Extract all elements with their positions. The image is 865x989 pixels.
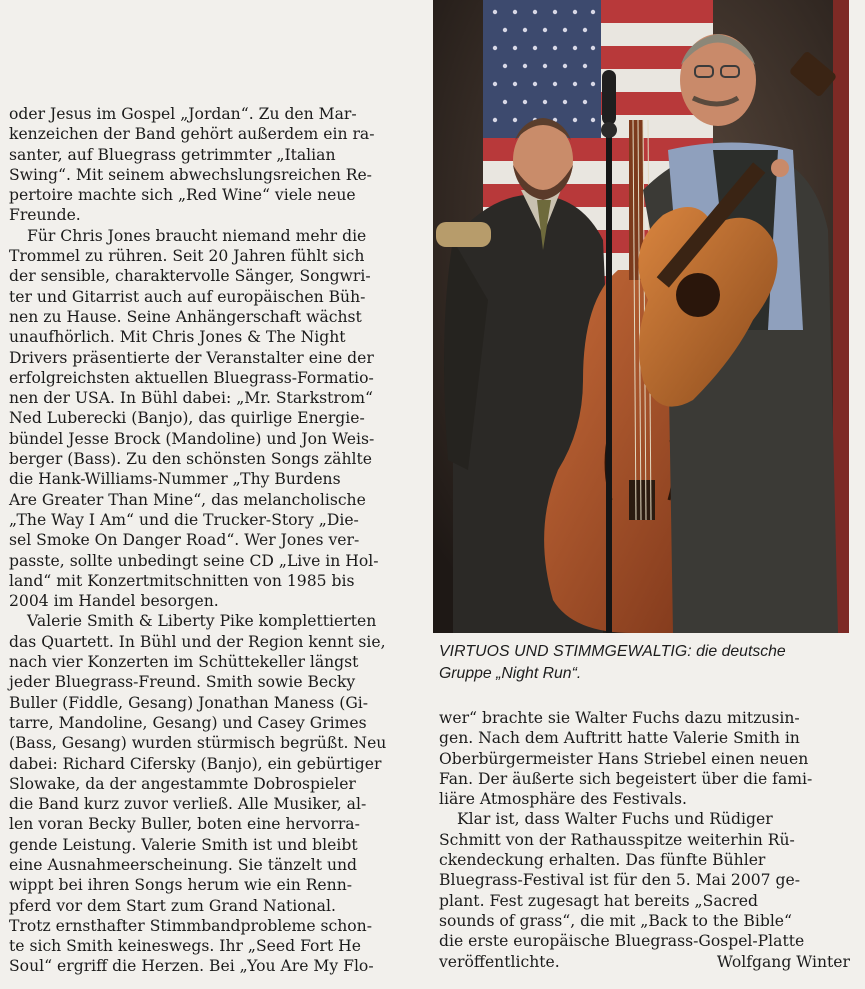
caption-text: die deutsche [691,643,786,660]
text-line: te sich Smith keineswegs. Ihr „Seed Fort He [9,937,361,956]
text-line: die erste europäische Bluegrass-Gospel-Platte [439,932,805,951]
text-line: wer“ brachte sie Walter Fuchs dazu mitzusin- [439,709,800,727]
text-line: len voran Becky Buller, boten eine hervorra- [9,815,360,834]
text-line: Fan. Der äußerte sich begeistert über die fami- [439,769,813,788]
text-line: ckendeckung erhalten. Das fünfte Bühler [439,851,766,870]
text-line: Drivers präsentierte der Veranstalter eine der [9,348,374,367]
text-line: pertoire machte sich „Red Wine“ viele neue [9,186,356,205]
article-right-column [439,708,850,972]
text-line: Trotz ernsthafter Stimmbandprobleme schon- [9,916,372,935]
text-line: kenzeichen der Band gehört außerdem ein ra- [9,125,375,144]
text-line: berger (Bass). Zu den schönsten Songs zählte [9,450,372,469]
text-line: Bluegrass-Festival ist für den 5. Mai 2007 ge- [439,871,801,890]
text-line: Trommel zu rühren. Seit 20 Jahren fühlt sich [9,247,365,266]
text-line: nen zu Hause. Seine Anhängerschaft wächst [9,307,362,326]
text-line: tarre, Mandoline, Gesang) und Casey Grimes [9,713,367,732]
last-line-with-author [439,952,850,972]
text-line: Ned Luberecki (Banjo), das quirlige Energie- [9,409,365,428]
photo-caption [439,641,851,685]
text-line: land“ mit Konzertmitschnitten von 1985 bis [9,571,355,590]
text-line: 2004 im Handel besorgen. [9,592,219,611]
text-line: bündel Jesse Brock (Mandoline) und Jon Weis- [9,429,375,448]
text-line: eine Ausnahmeerscheinung. Sie tänzelt und [9,855,358,874]
text-line: unaufhörlich. Mit Chris Jones & The Night [9,328,346,347]
band-photo [433,0,849,633]
text-line: passte, sollte unbedingt seine CD „Live in Hol- [9,551,379,570]
paragraph-3 [9,611,419,976]
text-line: erfolgreichsten aktuellen Bluegrass-Formatio- [9,368,374,387]
text-line: die Band kurz zuvor verließ. Alle Musiker, al- [9,795,367,814]
caption-text-line-2: Gruppe „Night Run“. [439,665,582,682]
text-line: sounds of grass“, die mit „Back to the Bible“ [439,911,793,930]
paragraph-4 [439,708,850,809]
text-line: oder Jesus im Gospel „Jordan“. Zu den Mar- [9,105,357,123]
text-line: liäre Atmosphäre des Festivals. [439,790,687,809]
text-line: Buller (Fiddle, Gesang) Jonathan Maness (Gi- [9,693,369,712]
text-line: „The Way I Am“ und die Trucker-Story „Die- [9,510,359,529]
paragraph-5 [439,809,850,971]
text-line: plant. Fest zugesagt hat bereits „Sacred [439,891,759,910]
text-line: die Hank-Williams-Nummer „Thy Burdens [9,470,341,489]
text-line: Valerie Smith & Liberty Pike komplettierten [27,612,377,631]
author-byline: Wolfgang Winter [716,952,850,971]
text-line: das Quartett. In Bühl und der Region kennt sie, [9,632,386,651]
text-line: Freunde. [9,206,81,225]
article-left-column [9,104,419,977]
band-photo-illustration [433,0,849,633]
text-line: pferd vor dem Start zum Grand National. [9,896,336,915]
text-line: Slowake, da der angestammte Dobrospieler [9,774,356,793]
paragraph-2 [9,226,419,612]
text-line: Are Greater Than Mine“, das melancholische [9,490,366,509]
text-line: wippt bei ihren Songs herum wie ein Renn- [9,876,353,895]
text-line: Klar ist, dass Walter Fuchs und Rüdiger [457,810,773,829]
text-line: veröffentlichte. [439,952,560,971]
text-line: gen. Nach dem Auftritt hatte Valerie Smith in [439,729,800,748]
text-line: Soul“ ergriff die Herzen. Bei „You Are My Flo- [9,957,374,976]
text-line: (Bass, Gesang) wurden stürmisch begrüßt. Neu [9,734,387,753]
text-line: Für Chris Jones braucht niemand mehr die [27,226,367,245]
text-line: Schmitt von der Rathausspitze weiterhin Rü- [439,830,795,849]
text-line: nen der USA. In Bühl dabei: „Mr. Starkstrom“ [9,389,373,408]
text-line: ter und Gitarrist auch auf europäischen Büh- [9,287,366,306]
text-line: der sensible, charaktervolle Sänger, Songwri- [9,267,371,286]
text-line: dabei: Richard Cifersky (Banjo), ein gebürtiger [9,754,382,773]
text-line: Oberbürgermeister Hans Striebel einen neuen [439,749,809,768]
text-line: sel Smoke On Danger Road“. Wer Jones ver- [9,531,360,550]
paragraph-1 [9,104,419,226]
text-line: jeder Bluegrass-Freund. Smith sowie Becky [9,673,356,692]
caption-headline: VIRTUOS UND STIMMGEWALTIG: [439,643,692,660]
text-line: gende Leistung. Valerie Smith ist und bleibt [9,835,358,854]
text-line: Swing“. Mit seinem abwechslungsreichen Re- [9,165,372,184]
text-line: santer, auf Bluegrass getrimmter „Italian [9,145,336,164]
text-line: nach vier Konzerten im Schüttekeller längst [9,653,359,672]
